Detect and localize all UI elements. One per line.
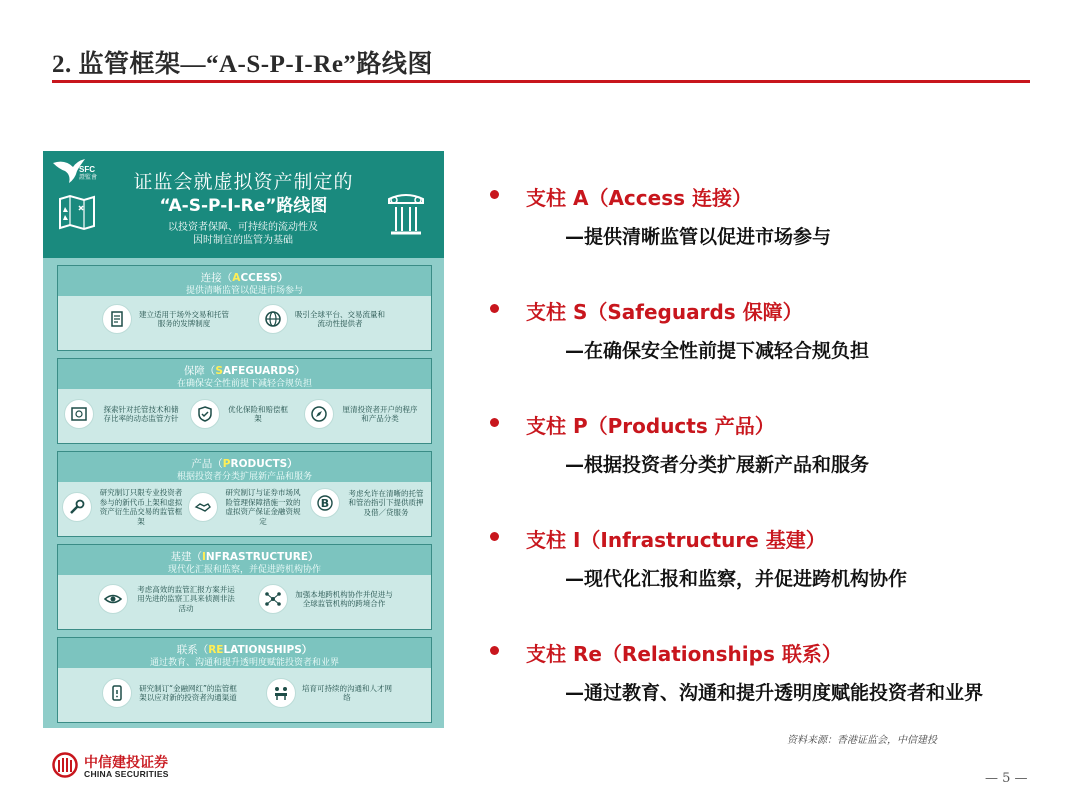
- panel-products-cn: 产品（: [191, 458, 223, 470]
- infographic-subtitle-line1: 以投资者保障、可持续的流动性及: [168, 222, 318, 233]
- bullet-dot: [490, 190, 499, 199]
- panel-safeguards-item-3: [304, 399, 420, 429]
- item-text: 考虑允许在清晰的托管和管治指引下提供质押及借／贷服务: [348, 488, 424, 517]
- panel-infrastructure: [57, 544, 432, 630]
- sfc-logo-sub: 證監會: [79, 175, 98, 181]
- pillar-title: 支柱 A（Access 连接）: [526, 186, 752, 210]
- pillar-description: —通过教育、沟通和提升透明度赋能投资者和业界: [565, 682, 984, 704]
- item-text: 加强本地跨机构协作并促进与全球监管机构的跨境合作: [295, 589, 393, 608]
- pillar-p: [490, 405, 1050, 476]
- panel-relationships-item-2: [266, 678, 392, 708]
- meeting-icon: [266, 678, 296, 708]
- panel-relationships-item-1: [102, 678, 238, 708]
- panel-relationships-letters: RE: [208, 644, 224, 656]
- panel-products-item-1: [62, 488, 184, 526]
- infographic-title: 证监会就虚拟资产制定的: [133, 171, 354, 193]
- pillar-title: 支柱 P（Products 产品）: [526, 414, 775, 438]
- company-name-en: CHINA SECURITIES: [84, 769, 169, 779]
- panel-relationships: [57, 637, 432, 723]
- panel-products-item-3: [310, 488, 426, 518]
- panel-relationships-rest: LATIONSHIPS）: [223, 644, 313, 656]
- globe-icon: [258, 304, 288, 334]
- company-name-cn: 中信建投证券: [84, 755, 168, 771]
- panel-access-letters: A: [232, 272, 241, 284]
- pillar-i: [490, 519, 1050, 590]
- panel-products-item-2: [188, 488, 302, 526]
- panel-access-item-1: [102, 304, 230, 334]
- bitcoin-icon: [310, 488, 340, 518]
- item-text: 建立适用于场外交易和托管服务的发牌制度: [139, 309, 229, 328]
- citic-logo-icon: [52, 752, 78, 778]
- network-icon: [258, 584, 288, 614]
- pillar-a: [490, 177, 1050, 248]
- pillar-s: [490, 291, 1050, 362]
- panel-access: [57, 265, 432, 351]
- panel-infrastructure-subtitle: 现代化汇报和监察，并促进跨机构协作: [167, 565, 321, 575]
- bullet-dot: [490, 646, 499, 655]
- page-number: — 5 —: [985, 771, 1028, 786]
- panel-infrastructure-letters: I: [201, 551, 206, 563]
- item-text: 考虑高效的监管汇报方案并运用先进的监察工具来侦测非法活动: [137, 584, 235, 613]
- panel-access-rest: CCESS）: [240, 272, 289, 284]
- handshake-icon: [188, 492, 218, 522]
- item-text: 研究制订只限专业投资者参与的新代币上架和虚拟资产衍生品交易的监管框架: [99, 488, 183, 526]
- item-text: 探索针对托管技术和储存比率的动态监管方针: [103, 404, 179, 423]
- item-text: 优化保险和赔偿框架: [228, 404, 288, 423]
- panel-infrastructure-rest: NFRASTRUCTURE）: [205, 551, 319, 563]
- panel-safeguards-item-2: [190, 399, 290, 429]
- item-text: 研究制订“金融网红”的监管框架以应对新的投资者沟通渠道: [139, 683, 237, 702]
- source-note: 资料来源：香港证监会，中信建投: [787, 735, 937, 746]
- panel-products-letters: P: [222, 458, 231, 470]
- item-text: 研究制订与证券市场风险管理保障措施一致的虚拟资产保证金融资规定: [225, 488, 301, 526]
- bullet-dot: [490, 418, 499, 427]
- eye-icon: [98, 584, 128, 614]
- panel-products: [57, 451, 432, 537]
- title-divider: [52, 80, 1030, 83]
- svg-text:B: B: [320, 497, 330, 510]
- panel-infrastructure-item-2: [258, 584, 394, 614]
- infographic-subtitle-line2: 因时制宜的监管为基础: [193, 235, 293, 246]
- sfc-logo-label: SFC: [79, 165, 95, 174]
- panel-safeguards-rest: AFEGUARDS）: [222, 365, 306, 377]
- pillar-description: —现代化汇报和监察，并促进跨机构协作: [565, 568, 908, 590]
- pillar-description: —提供清晰监管以促进市场参与: [565, 226, 832, 248]
- panel-products-subtitle: 根据投资者分类扩展新产品和服务: [176, 472, 312, 482]
- item-text: 吸引全球平台、交易流量和流动性提供者: [295, 309, 385, 328]
- panel-access-subtitle: 提供清晰监管以促进市场参与: [185, 286, 303, 296]
- panel-infrastructure-item-1: [98, 584, 238, 614]
- panel-safeguards-letters: S: [215, 365, 223, 377]
- pillar-title: 支柱 Re（Relationships 联系）: [526, 642, 842, 666]
- infographic-title-2: “A-S-P-I-Re”路线图: [159, 196, 328, 216]
- infographic-subtitle: [143, 221, 343, 247]
- panel-safeguards-subtitle: 在确保安全性前提下减轻合规负担: [176, 379, 312, 389]
- pillar-description: —在确保安全性前提下减轻合规负担: [565, 340, 870, 362]
- panel-relationships-cn: 联系（: [176, 644, 209, 656]
- panel-access-cn: 连接（: [200, 272, 233, 284]
- shield-check-icon: [190, 399, 220, 429]
- pillar-title: 支柱 S（Safeguards 保障）: [526, 300, 803, 324]
- panel-safeguards: [57, 358, 432, 444]
- panel-safeguards-item-1: [64, 399, 182, 429]
- phone-alert-icon: [102, 678, 132, 708]
- compass-icon: [304, 399, 334, 429]
- infographic-header: [43, 151, 444, 258]
- safe-icon: [64, 399, 94, 429]
- panel-products-rest: RODUCTS）: [230, 458, 298, 470]
- item-text: 培育可持续的沟通和人才网络: [302, 683, 392, 702]
- aspire-infographic: [43, 151, 444, 728]
- panel-relationships-subtitle: 通过教育、沟通和提升透明度赋能投资者和业界: [149, 658, 339, 668]
- slide-title: 2. 监管框架—“A-S-P-I-Re”路线图: [52, 51, 433, 78]
- panel-infrastructure-cn: 基建（: [170, 551, 202, 563]
- pillar-title: 支柱 I（Infrastructure 基建）: [526, 528, 826, 552]
- pillar-description: —根据投资者分类扩展新产品和服务: [565, 454, 870, 476]
- wrench-icon: [62, 492, 92, 522]
- panel-access-item-2: [258, 304, 386, 334]
- bullet-dot: [490, 532, 499, 541]
- pillar-re: [490, 633, 1050, 704]
- panel-safeguards-cn: 保障（: [183, 365, 216, 377]
- bullet-dot: [490, 304, 499, 313]
- item-text: 厘清投资者开户的程序和产品分类: [342, 404, 418, 423]
- document-icon: [102, 304, 132, 334]
